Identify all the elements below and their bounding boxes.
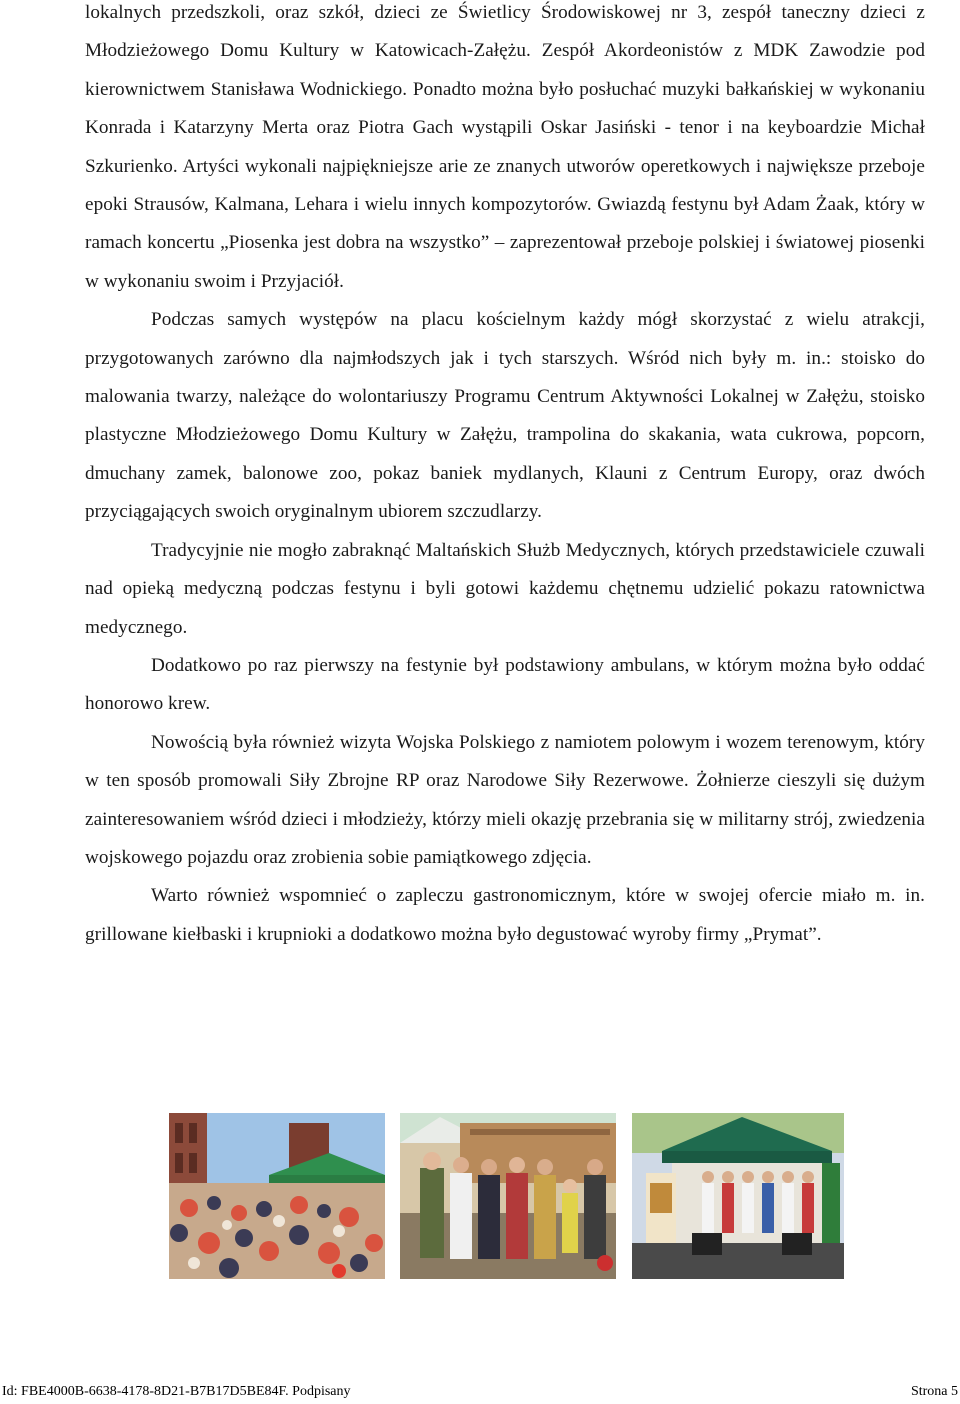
page-footer [0,1384,960,1404]
document-id: Id: FBE4000B-6638-4178-8D21-B7B17D5BE84F. Podpisany [2,1384,351,1399]
document-page [85,0,925,954]
paragraph-3: Tradycyjnie nie mogło zabraknąć Maltańskich Służb Medycznych, których przedstawiciele czuwali nad opieką medyczną podczas festynu i byli gotowi każdemu chętnemu udzielić pokazu ratownictwa medycznego. [85,539,925,638]
paragraph-1: lokalnych przedszkoli, oraz szkół, dzieci ze Świetlicy Środowiskowej nr 3, zespół taneczny dzieci z Młodzieżowego Domu Kultury w Katowicach-Załężu. Zespół Akordeonistów z MDK Zawodzie pod kierownictwem Stanisława Wodnickiego. Ponadto można było posłuchać muzyki bałkańskiej w wykonaniu Konrada i Katarzyny Merta oraz Piotra Gach wystąpili Oskar Jasiński - tenor i na keyboardzie Michał Szkurienko. Artyści wykonali najpiękniejsze arie ze znanych utworów operetkowych i największe przeboje epoki Strausów, Kalmana, Lehara i wielu innych kompozytorów. Gwiazdą festynu był Adam Żaak, który w ramach koncertu „Piosenka jest dobra na wszystko” – zaprezentował przeboje polskiej i światowej piosenki w wykonaniu swoim i Przyjaciół. [85,2,925,292]
guests-group-photo [400,1113,616,1279]
paragraph-6: Warto również wspomnieć o zapleczu gastronomicznym, które w swojej ofercie miało m. in. grillowane kiełbaski i krupnioki a dodatkowo można było degustować wyroby firmy „Prymat”. [85,885,925,945]
page-number: Strona 5 [910,1384,958,1399]
stage-performance-photo [632,1113,844,1279]
paragraph-5: Nowością była również wizyta Wojska Polskiego z namiotem polowym i wozem terenowym, który w ten sposób promowali Siły Zbrojne RP oraz Narodowe Siły Rezerwowe. Żołnierze cieszyli się dużym zainteresowaniem wśród dzieci i młodzieży, którzy mieli okazję przebrania się w militarny strój, zwiedzenia wojskowego pojazdu oraz zrobienia sobie pamiątkowego zdjęcia. [85,731,925,868]
photo-strip [0,1113,960,1281]
paragraph-2: Podczas samych występów na placu kościelnym każdy mógł skorzystać z wielu atrakcji, przygotowanych zarówno dla najmłodszych jak i tych starszych. Wśród nich były m. in.: stoisko do malowania twarzy, należące do wolontariuszy Programu Centrum Aktywności Lokalnej w Załężu, stoisko plastyczne Młodzieżowego Domu Kultury w Załężu, trampolina do skakania, wata cukrowa, popcorn, dmuchany zamek, balonowe zoo, pokaz baniek mydlanych, Klauni z Centrum Europy, oraz dwóch przyciągających swoich oryginalnym ubiorem szczudlarzy. [85,309,925,523]
festival-crowd-photo [169,1113,385,1279]
paragraph-4: Dodatkowo po raz pierwszy na festynie był podstawiony ambulans, w którym można było oddać honorowo krew. [85,654,925,715]
